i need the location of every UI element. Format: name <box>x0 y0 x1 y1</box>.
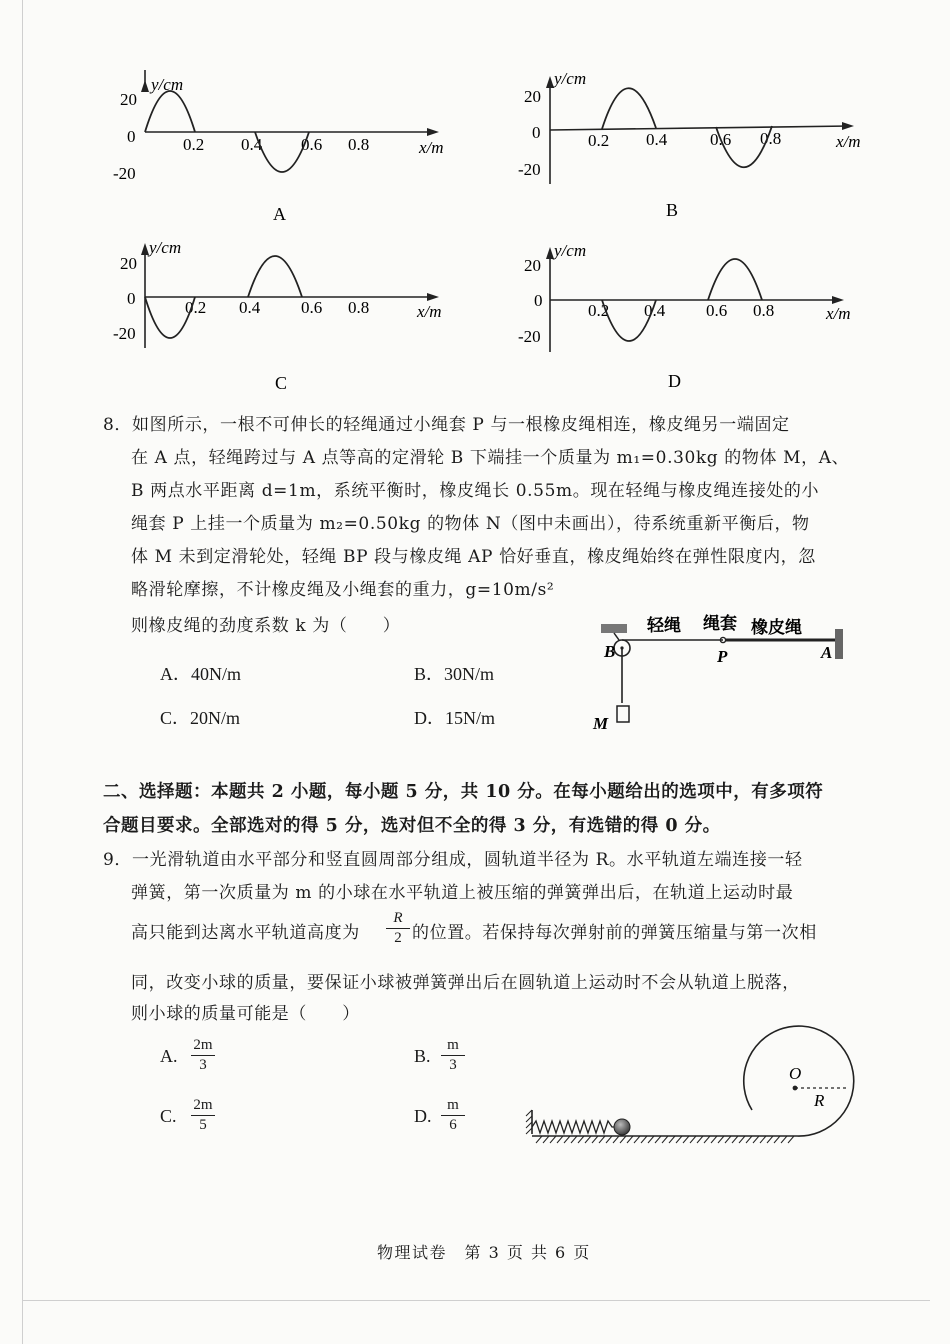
wave-curve <box>248 256 302 297</box>
y-tick-neg20: -20 <box>518 327 541 346</box>
hatch-mark <box>571 1136 577 1143</box>
q8-choice-a[interactable]: A．40N/m <box>160 664 241 684</box>
q8-line-4: 绳套 P 上挂一个质量为 m₂=0.50kg 的物体 N（图中未画出），待系统重新平衡后，物 <box>131 514 810 534</box>
section-2-heading-line-2: 合题目要求。全部选对的得 5 分，选对但不全的得 3 分，有选错的得 0 分。 <box>103 816 721 836</box>
spring-icon <box>532 1121 616 1133</box>
radius-r-label: R <box>814 1091 825 1110</box>
ceiling-mount <box>601 624 627 633</box>
x-tick-0.6: 0.6 <box>710 130 732 149</box>
y-axis-label: y/cm <box>149 238 182 257</box>
fraction-denominator: 5 <box>199 1117 207 1133</box>
hatch-mark <box>704 1136 710 1143</box>
option-label-a: A <box>273 204 286 224</box>
option-label-c: C <box>275 373 288 393</box>
y-tick-0: 0 <box>534 291 543 310</box>
graph-b <box>510 66 880 226</box>
y-tick-20: 20 <box>524 256 541 275</box>
y-tick-neg20: -20 <box>113 324 136 343</box>
x-tick-0.6: 0.6 <box>301 298 323 317</box>
section-2-heading-line-1: 二、选择题：本题共 2 小题，每小题 5 分，共 10 分。在每小题给出的选项中，有多项符 <box>103 782 824 802</box>
x-tick-0.4: 0.4 <box>241 135 263 154</box>
q9-line-1: 9．一光滑轨道由水平部分和竖直圆周部分组成，圆轨道半径为 R。水平轨道左端连接一轻 <box>103 850 803 870</box>
hatch-mark <box>550 1136 556 1143</box>
q9-line-3-post: 的位置。若保持每次弹射前的弹簧压缩量与第一次相 <box>412 923 817 943</box>
q9-choice-c-fraction <box>191 1097 215 1134</box>
hatch-mark <box>725 1136 731 1143</box>
mass-m-label: M <box>593 714 609 733</box>
y-axis-arrow-icon <box>546 76 554 88</box>
y-axis-label: y/cm <box>554 69 587 88</box>
y-tick-0: 0 <box>532 123 541 142</box>
y-tick-neg20: -20 <box>518 160 541 179</box>
x-tick-0.2: 0.2 <box>183 135 205 154</box>
q8-line-2: 在 A 点，轻绳跨过与 A 点等高的定滑轮 B 下端挂一个质量为 m₁=0.30kg 的物体 M，A、 <box>131 448 850 468</box>
hatch-mark <box>676 1136 682 1143</box>
choice-letter: A. <box>160 1046 178 1066</box>
hatch-mark <box>732 1136 738 1143</box>
hatch-mark <box>613 1136 619 1143</box>
x-tick-0.2: 0.2 <box>588 131 610 150</box>
page-edge-bottom <box>22 1300 930 1301</box>
hatch-mark <box>753 1136 759 1143</box>
x-tick-0.6: 0.6 <box>706 301 728 320</box>
q8-line-6: 略滑轮摩擦，不计橡皮绳及小绳套的重力，g=10m/s² <box>131 580 555 600</box>
hatch-mark <box>557 1136 563 1143</box>
q9-line-4: 同，改变小球的质量，要保证小球被弹簧弹出后在圆轨道上运动时不会从轨道上脱落， <box>131 973 800 993</box>
x-axis-label: x/m <box>419 138 444 157</box>
hatch-mark <box>564 1136 570 1143</box>
graph-c <box>105 233 465 393</box>
fraction-numerator: m <box>441 1037 465 1056</box>
hatch-mark <box>641 1136 647 1143</box>
light-rope-label: 轻绳 <box>647 616 681 636</box>
x-tick-0.8: 0.8 <box>753 301 775 320</box>
point-p-label: P <box>717 647 728 666</box>
fraction-denominator: 2 <box>394 930 402 946</box>
wave-curve <box>145 91 195 132</box>
hatch-mark <box>774 1136 780 1143</box>
q8-diagram <box>585 608 865 743</box>
x-axis-arrow-icon <box>832 296 844 304</box>
q9-fraction-r-over-2 <box>386 910 410 947</box>
q8-line-1: 8．如图所示，一根不可伸长的轻绳通过小绳套 P 与一根橡皮绳相连，橡皮绳另一端固定 <box>103 415 790 435</box>
choice-letter: B. <box>414 1046 431 1066</box>
option-label-d: D <box>668 371 681 391</box>
hatch-mark <box>788 1136 794 1143</box>
x-tick-0.8: 0.8 <box>348 135 370 154</box>
x-axis-arrow-icon <box>427 128 439 136</box>
graph-a <box>105 70 465 230</box>
q9-diagram <box>522 1030 862 1155</box>
x-tick-0.4: 0.4 <box>646 130 668 149</box>
fraction-numerator: m <box>441 1097 465 1116</box>
fraction-numerator: 2m <box>191 1037 215 1056</box>
graph-d <box>510 237 880 397</box>
x-axis-label: x/m <box>836 132 861 151</box>
y-tick-20: 20 <box>120 254 137 273</box>
ball-icon <box>614 1119 630 1135</box>
q8-choice-d[interactable]: D．15N/m <box>414 708 495 728</box>
hatch-mark <box>697 1136 703 1143</box>
hatch-mark <box>536 1136 542 1143</box>
hatch-mark <box>606 1136 612 1143</box>
fraction-denominator: 3 <box>449 1057 457 1073</box>
hatch-mark <box>718 1136 724 1143</box>
point-b-label: B <box>604 642 616 661</box>
x-tick-0.4: 0.4 <box>239 298 261 317</box>
y-tick-neg20: -20 <box>113 164 136 183</box>
fraction-numerator: R <box>386 910 410 929</box>
q9-choice-a[interactable] <box>160 1046 178 1067</box>
fraction-denominator: 3 <box>199 1057 207 1073</box>
pulley-mount <box>614 633 619 640</box>
q9-choice-b-fraction <box>441 1037 465 1074</box>
x-tick-0.8: 0.8 <box>348 298 370 317</box>
fraction-numerator: 2m <box>191 1097 215 1116</box>
hatch-mark <box>634 1136 640 1143</box>
choice-letter: C. <box>160 1106 177 1126</box>
hatch-mark <box>599 1136 605 1143</box>
hatch-mark <box>648 1136 654 1143</box>
x-axis-label: x/m <box>417 302 442 321</box>
hatch-mark <box>767 1136 773 1143</box>
hatch-mark <box>690 1136 696 1143</box>
hatch-mark <box>655 1136 661 1143</box>
x-tick-0.4: 0.4 <box>644 301 666 320</box>
wave-curve <box>602 88 656 129</box>
hatch-mark <box>746 1136 752 1143</box>
rope-loop-label: 绳套 <box>703 614 737 634</box>
x-tick-0.2: 0.2 <box>185 298 207 317</box>
q9-choice-a-fraction <box>191 1037 215 1074</box>
q9-line-2: 弹簧，第一次质量为 m 的小球在水平轨道上被压缩的弹簧弹出后，在轨道上运动时最 <box>131 883 794 903</box>
x-tick-0.6: 0.6 <box>301 135 323 154</box>
wall-hatch <box>526 1110 532 1134</box>
x-axis <box>550 126 850 130</box>
y-tick-20: 20 <box>524 87 541 106</box>
hatch-mark <box>592 1136 598 1143</box>
y-axis-arrow-icon <box>141 80 149 92</box>
y-axis-label: y/cm <box>151 75 184 94</box>
hatch-mark <box>669 1136 675 1143</box>
page-footer: 物理试卷 第 3 页 共 6 页 <box>377 1243 591 1262</box>
q9-line-5: 则小球的质量可能是（ ） <box>131 1004 360 1024</box>
y-tick-20: 20 <box>120 90 137 109</box>
y-tick-0: 0 <box>127 289 136 308</box>
y-axis-arrow-icon <box>546 247 554 259</box>
q9-line-3-pre: 高只能到达离水平轨道高度为 <box>131 923 360 943</box>
y-axis-label: y/cm <box>554 241 587 260</box>
hatch-mark <box>578 1136 584 1143</box>
hatch-mark <box>543 1136 549 1143</box>
q8-line-3: B 两点水平距离 d=1m，系统平衡时，橡皮绳长 0.55m。现在轻绳与橡皮绳连接处的小 <box>131 481 820 501</box>
y-tick-0: 0 <box>127 127 136 146</box>
y-axis-arrow-icon <box>141 243 149 255</box>
hatch-mark <box>620 1136 626 1143</box>
hatch-mark <box>739 1136 745 1143</box>
x-tick-0.8: 0.8 <box>760 129 782 148</box>
q9-choice-d-fraction <box>441 1097 465 1134</box>
page-edge-left <box>22 0 23 1344</box>
choice-letter: D. <box>414 1106 432 1126</box>
mass-m-block <box>617 706 629 722</box>
hatch-mark <box>781 1136 787 1143</box>
hatch-mark <box>711 1136 717 1143</box>
x-tick-0.2: 0.2 <box>588 301 610 320</box>
q9-choice-c[interactable] <box>160 1106 177 1127</box>
x-axis-arrow-icon <box>427 293 439 301</box>
q9-choice-d[interactable] <box>414 1106 432 1127</box>
hatch-mark <box>627 1136 633 1143</box>
hatch-mark <box>683 1136 689 1143</box>
center-o-label: O <box>789 1064 802 1083</box>
hatch-mark <box>662 1136 668 1143</box>
option-label-b: B <box>666 200 679 220</box>
q8-line-5: 体 M 未到定滑轮处，轻绳 BP 段与橡皮绳 AP 恰好垂直，橡皮绳始终在弹性限度内，忽 <box>131 547 816 567</box>
x-axis-label: x/m <box>826 304 851 323</box>
fraction-denominator: 6 <box>449 1117 457 1133</box>
q8-choice-b[interactable]: B．30N/m <box>414 664 495 684</box>
wall-a <box>835 629 843 659</box>
x-axis-arrow-icon <box>842 122 854 130</box>
q9-choice-b[interactable] <box>414 1046 431 1067</box>
rubber-rope-label: 橡皮绳 <box>751 618 802 638</box>
q8-line-7: 则橡皮绳的劲度系数 k 为（ ） <box>131 616 401 636</box>
point-a-label: A <box>821 643 833 662</box>
hatch-mark <box>760 1136 766 1143</box>
ground-hatch <box>536 1136 794 1143</box>
q8-choice-c[interactable]: C．20N/m <box>160 708 241 728</box>
hatch-mark <box>585 1136 591 1143</box>
wave-curve <box>708 259 762 300</box>
